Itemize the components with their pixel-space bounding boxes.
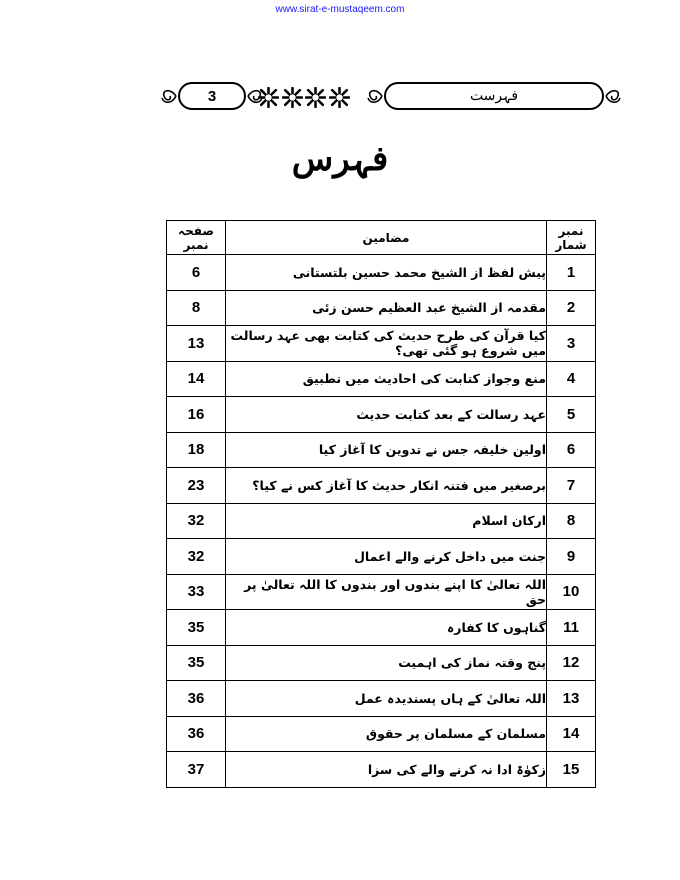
star-ornaments: [258, 84, 350, 110]
page-number-cell: 14: [167, 361, 226, 397]
table-row[interactable]: [167, 326, 596, 362]
running-title: فہرست: [469, 88, 519, 104]
header-banner: [160, 80, 630, 116]
topic-title: کیا قرآن کی طرح حدیث کی کتابت بھی عہد رسالت میں شروع ہو گئی تھی؟: [226, 326, 547, 362]
topic-title: پنج وقتہ نماز کی اہمیت: [226, 645, 547, 681]
page-number-cell: 13: [167, 326, 226, 362]
serial-number: 9: [547, 539, 596, 575]
topic-title: گناہوں کا کفارہ: [226, 610, 547, 646]
table-row[interactable]: [167, 716, 596, 752]
serial-number: 1: [547, 255, 596, 291]
topic-title: منع وجواز کتابت کی احادیث میں تطبیق: [226, 361, 547, 397]
table-row[interactable]: [167, 539, 596, 575]
star-ornament-icon: [329, 87, 350, 108]
serial-number: 11: [547, 610, 596, 646]
serial-number: 10: [547, 574, 596, 610]
topic-title: زکوٰۃ ادا نہ کرنے والے کی سزا: [226, 752, 547, 788]
serial-number: 14: [547, 716, 596, 752]
table-row[interactable]: [167, 574, 596, 610]
page-number-cell: 37: [167, 752, 226, 788]
page-number-cell: 35: [167, 645, 226, 681]
topic-title: ارکان اسلام: [226, 503, 547, 539]
table-row[interactable]: [167, 752, 596, 788]
star-ornament-icon: [305, 87, 326, 108]
scroll-ornament-icon: [604, 86, 622, 106]
serial-column-header: نمبر شمار: [547, 221, 596, 255]
page-column-header: صفحہ نمبر: [167, 221, 226, 255]
website-url[interactable]: www.sirat-e-mustaqeem.com: [275, 4, 405, 15]
page-number-cell: 35: [167, 610, 226, 646]
topic-title: مقدمہ از الشیخ عبد العظیم حسن زئی: [226, 290, 547, 326]
serial-number: 6: [547, 432, 596, 468]
page-number-cell: 23: [167, 468, 226, 504]
serial-number: 12: [547, 645, 596, 681]
serial-number: 5: [547, 397, 596, 433]
table-row[interactable]: [167, 681, 596, 717]
topic-title: اولین خلیفہ جس نے تدوین کا آغاز کیا: [226, 432, 547, 468]
serial-number: 2: [547, 290, 596, 326]
page-number-cell: 36: [167, 716, 226, 752]
page-number-cell: 18: [167, 432, 226, 468]
page-number-cell: 32: [167, 503, 226, 539]
scroll-ornament-icon: [366, 86, 384, 106]
page-number-cell: 16: [167, 397, 226, 433]
table-header-row: [167, 221, 596, 255]
contents-table: [166, 220, 596, 788]
page-number-cell: 8: [167, 290, 226, 326]
serial-number: 4: [547, 361, 596, 397]
serial-number: 13: [547, 681, 596, 717]
page-number-cell: 36: [167, 681, 226, 717]
table-row[interactable]: [167, 255, 596, 291]
table-row[interactable]: [167, 645, 596, 681]
table-row[interactable]: [167, 397, 596, 433]
topic-title: مسلمان کے مسلمان پر حقوق: [226, 716, 547, 752]
table-row[interactable]: [167, 503, 596, 539]
star-ornament-icon: [282, 87, 303, 108]
page-number-cell: 32: [167, 539, 226, 575]
page-number-frame: [178, 82, 246, 110]
running-title-frame: [384, 82, 604, 110]
page-number-cell: 6: [167, 255, 226, 291]
page-number: 3: [207, 87, 217, 105]
serial-number: 7: [547, 468, 596, 504]
serial-number: 3: [547, 326, 596, 362]
serial-number: 15: [547, 752, 596, 788]
table-row[interactable]: [167, 610, 596, 646]
topic-title: جنت میں داخل کرنے والے اعمال: [226, 539, 547, 575]
table-row[interactable]: [167, 468, 596, 504]
topics-column-header: مضامین: [226, 221, 547, 255]
table-row[interactable]: [167, 290, 596, 326]
table-row[interactable]: [167, 432, 596, 468]
topic-title: برصغیر میں فتنہ انکار حدیث کا آغاز کس نے کیا؟: [226, 468, 547, 504]
serial-number: 8: [547, 503, 596, 539]
page-number-cell: 33: [167, 574, 226, 610]
contents-heading: فہرس: [291, 139, 389, 179]
star-ornament-icon: [258, 87, 279, 108]
topic-title: اللہ تعالیٰ کا اپنے بندوں اور بندوں کا اللہ تعالیٰ پر حق: [226, 574, 547, 610]
table-row[interactable]: [167, 361, 596, 397]
scroll-ornament-icon: [160, 86, 178, 106]
topic-title: پیش لفظ از الشیخ محمد حسین بلتستانی: [226, 255, 547, 291]
topic-title: اللہ تعالیٰ کے ہاں پسندیدہ عمل: [226, 681, 547, 717]
topic-title: عہد رسالت کے بعد کتابت حدیث: [226, 397, 547, 433]
